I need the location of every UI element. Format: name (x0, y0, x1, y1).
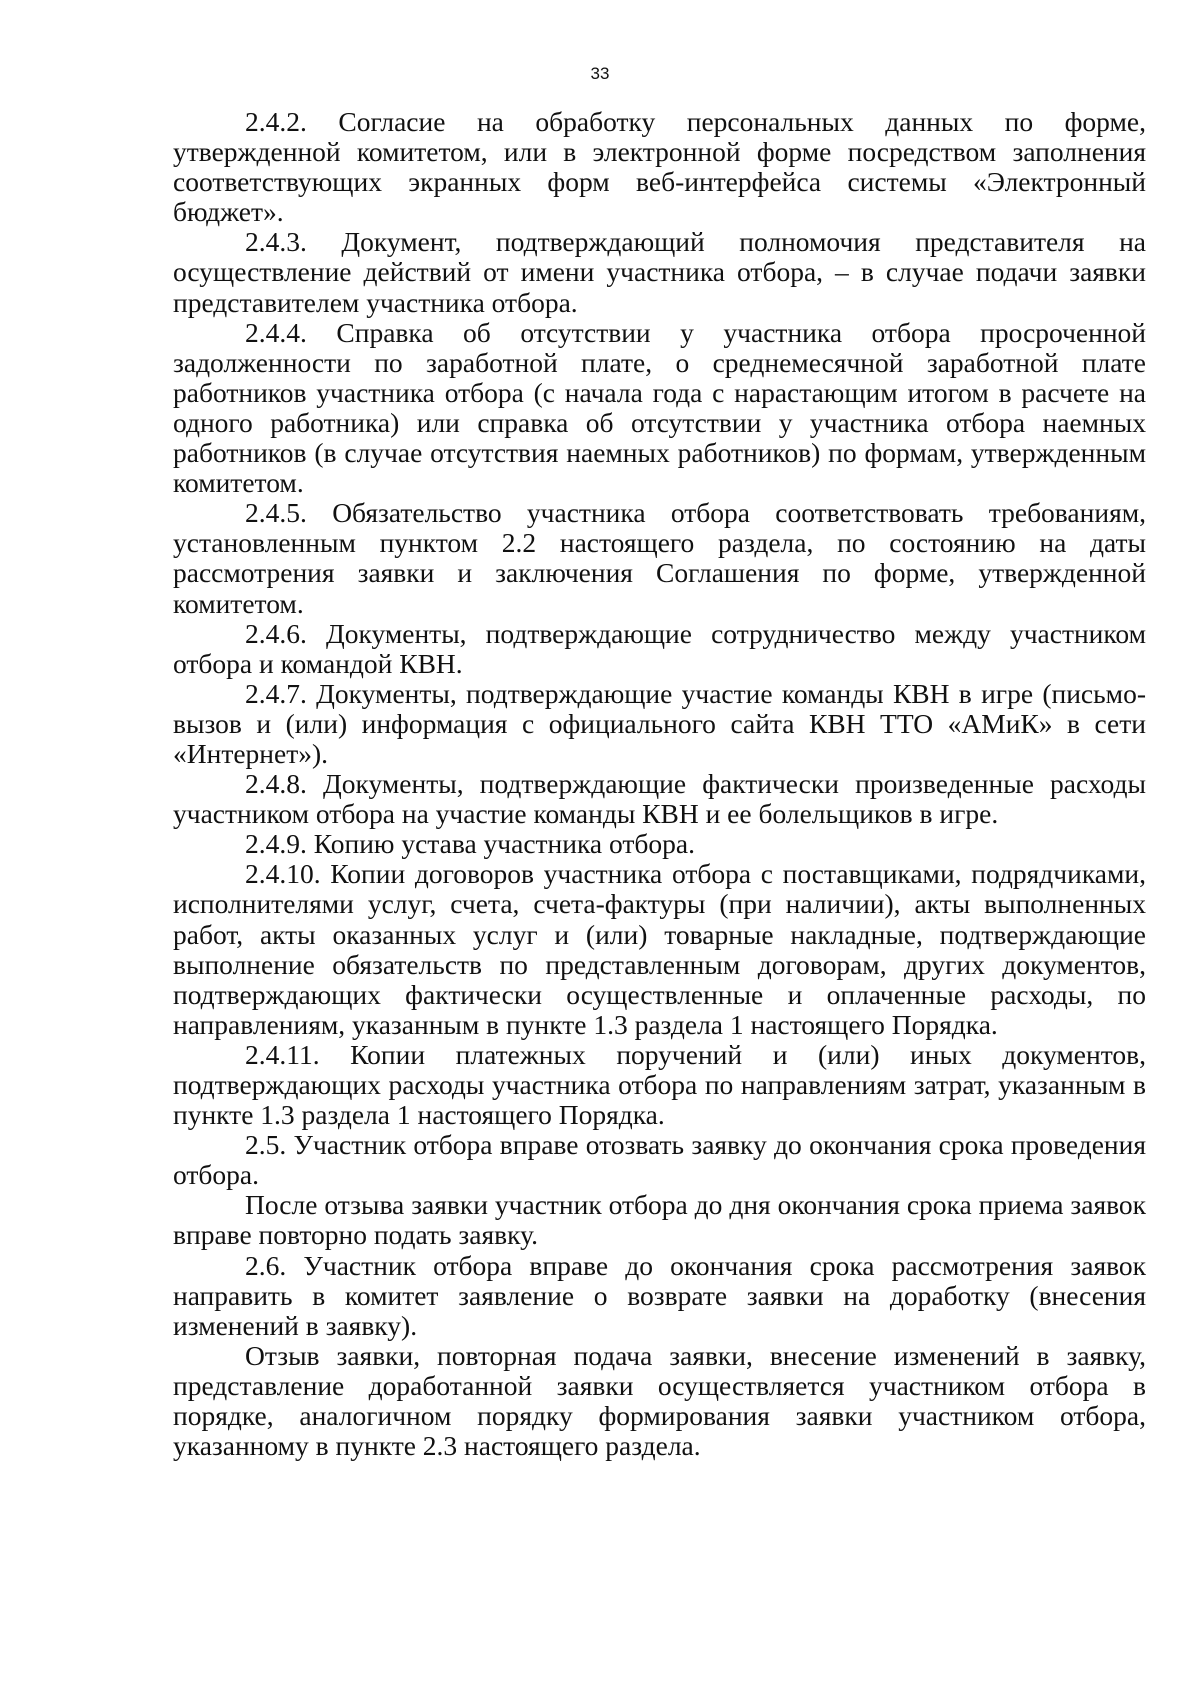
paragraph-2-4-11: 2.4.11. Копии платежных поручений и (или) иных документов, подтверждающих расходы участника отбора по направлениям затрат, указанным в пункте 1.3 раздела 1 настоящего Порядка. (173, 1038, 1146, 1131)
paragraph-2-4-3: 2.4.3. Документ, подтверждающий полномочия представителя на осуществление действий от имени участника отбора, – в случае подачи заявки представителем участника отбора. (173, 226, 1146, 318)
paragraph-2-6-continued: Отзыв заявки, повторная подача заявки, внесение изменений в заявку, представление доработанной заявки осуществляется участником отбора в порядке, аналогичном порядку формирования заявки участником отбора, указанному в пункте 2.3 настоящего раздела. (173, 1339, 1146, 1462)
page-number: 33 (590, 64, 610, 83)
paragraph-2-4-2: 2.4.2. Согласие на обработку персональных данных по форме, утвержденной комитетом, или в электронной форме посредством заполнения соответствующих экранных форм веб-интерфейса системы «Электронный бюджет». (173, 106, 1146, 228)
paragraph-2-5-continued: После отзыва заявки участник отбора до дня окончания срока приема заявок вправе повторно подать заявку. (173, 1189, 1146, 1251)
paragraph-2-4-9: 2.4.9. Копию устава участника отбора. (245, 828, 695, 860)
paragraph-2-4-6: 2.4.6. Документы, подтверждающие сотрудничество между участником отбора и командой КВН. (173, 617, 1146, 679)
paragraph-2-4-4: 2.4.4. Справка об отсутствии у участника отбора просроченной задолженности по заработной плате, о среднемесячной заработной плате работников участника отбора (с начала года с нарастающим итогом в расчете на одного работника) или справка об отсутствии у участника отбора наемных работников (в случае отсутствия наемных работников) по формам, утвержденным комитетом. (173, 316, 1146, 499)
paragraph-2-4-5: 2.4.5. Обязательство участника отбора соответствовать требованиям, установленным пунктом 2.2 настоящего раздела, по состоянию на даты рассмотрения заявки и заключения Соглашения по форме, утвержденной комитетом. (173, 497, 1146, 619)
document-body (173, 107, 1146, 1461)
paragraph-2-6: 2.6. Участник отбора вправе до окончания срока рассмотрения заявок направить в комитет заявление о возврате заявки на доработку (внесения изменений в заявку). (173, 1249, 1146, 1341)
paragraph-2-5: 2.5. Участник отбора вправе отозвать заявку до окончания срока проведения отбора. (173, 1129, 1146, 1191)
paragraph-2-4-8: 2.4.8. Документы, подтверждающие фактически произведенные расходы участником отбора на участие команды КВН и ее болельщиков в игре. (173, 768, 1146, 830)
paragraph-2-4-7: 2.4.7. Документы, подтверждающие участие команды КВН в игре (письмо-вызов и (или) информация с официального сайта КВН ТТО «АМиК» в сети «Интернет»). (173, 677, 1146, 769)
paragraph-2-4-10: 2.4.10. Копии договоров участника отбора с поставщиками, подрядчиками, исполнителями услуг, счета, счета-фактуры (при наличии), акты выполненных работ, акты оказанных услуг и (или) товарные накладные, подтверждающие выполнение обязательств по представленным договорам, других документов, подтверждающих фактически осуществленные и оплаченные расходы, по направлениям, указанным в пункте 1.3 раздела 1 настоящего Порядка. (173, 858, 1146, 1040)
